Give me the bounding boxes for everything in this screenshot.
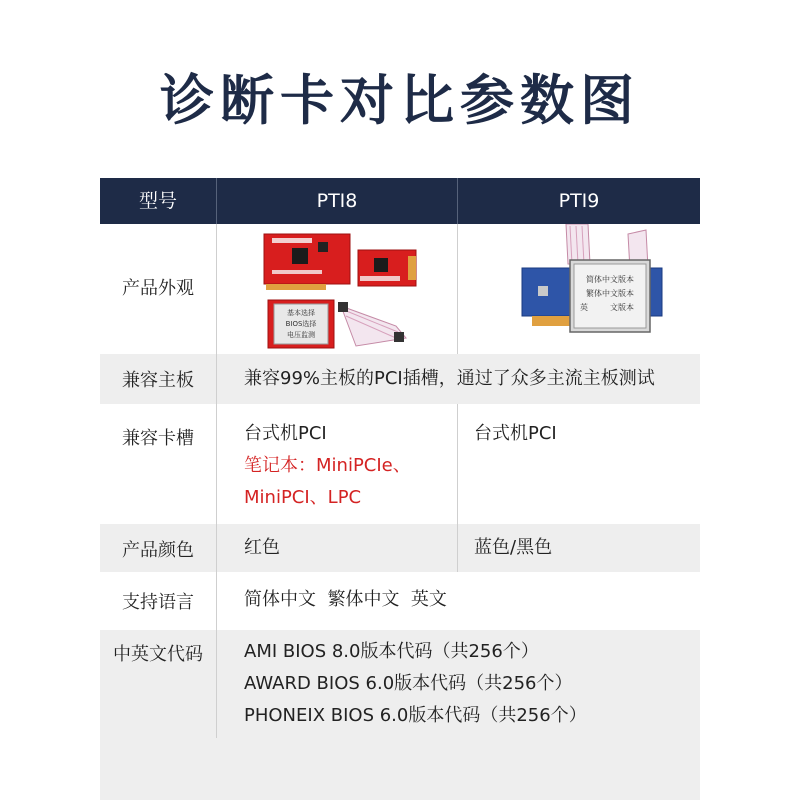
codes-ami: AMI BIOS 8.0版本代码（共256个） [244,641,539,662]
row-label: 支持语言 [122,592,194,613]
pti9-lcd-text-2: 繁体中文版本 [586,289,634,298]
row-codes [100,630,700,738]
codes-award: AWARD BIOS 6.0版本代码（共256个） [244,673,573,694]
row-slot [100,404,700,524]
header-pti8: PTI8 [316,190,358,212]
motherboard-value: 兼容99%主板的PCI插槽，通过了众多主流主板测试 [244,368,655,389]
color-pti9: 蓝色/黑色 [474,537,553,558]
header-model: 型号 [138,190,177,212]
header-pti9: PTI9 [558,190,600,212]
row-label: 产品颜色 [122,540,194,561]
pti8-lcd-text-2: BIOS选择 [285,320,317,328]
slot-pti8-laptop-cont: MiniPCI、LPC [244,487,362,508]
row-appearance [100,224,700,354]
column-divider [216,224,217,738]
page-title: 诊断卡对比参数图 [160,69,640,132]
row-label: 产品外观 [122,278,194,299]
slot-pti9: 台式机PCI [474,423,557,444]
language-value: 简体中文 繁体中文 英文 [244,589,447,610]
pti9-product-image [518,224,678,352]
row-motherboard [100,354,700,404]
row-label: 兼容卡槽 [122,428,194,449]
column-divider [457,404,458,572]
column-divider [457,224,458,354]
pti8-product-image [246,228,426,352]
row-color [100,524,700,572]
row-label: 兼容主板 [122,370,194,391]
pti9-lcd-text-4: 文版本 [610,303,634,312]
table-footer-area [100,738,700,800]
row-label: 中英文代码 [113,644,203,665]
color-pti8: 红色 [244,537,280,558]
slot-pti8-desktop: 台式机PCI [244,423,327,444]
table-header [100,178,700,224]
row-language [100,572,700,630]
codes-phoneix: PHONEIX BIOS 6.0版本代码（共256个） [244,705,587,726]
pti9-lcd-text-1: 简体中文版本 [586,275,634,284]
pti8-lcd-text-3: 电压监测 [287,331,315,339]
slot-pti8-laptop: 笔记本：MiniPCIe、 [244,455,411,476]
pti8-lcd-text-1: 基本选择 [287,309,315,317]
pti9-lcd-text-3: 英 [580,303,588,312]
